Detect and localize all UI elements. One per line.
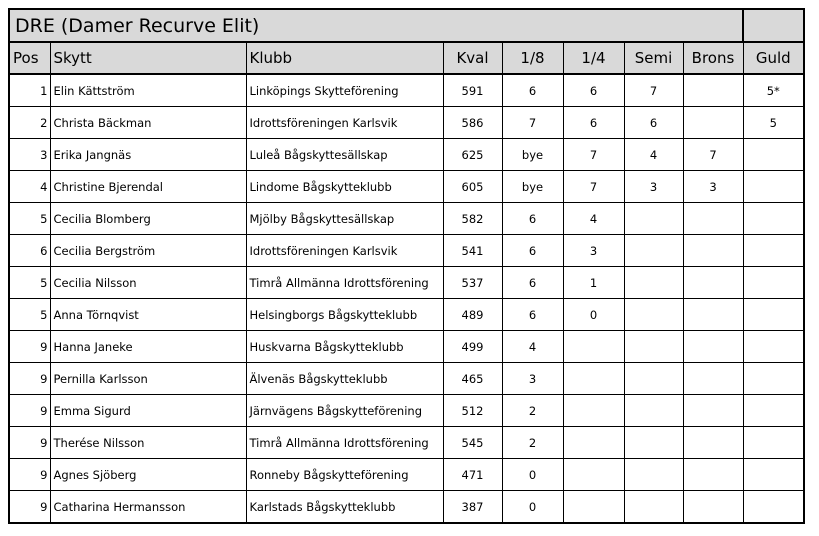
cell-skytt: Cecilia Nilsson bbox=[50, 267, 246, 299]
cell-eighth-final: 0 bbox=[502, 491, 563, 524]
cell-pos: 3 bbox=[9, 139, 50, 171]
cell-brons bbox=[683, 459, 743, 491]
cell-guld bbox=[743, 395, 804, 427]
table-row bbox=[9, 235, 804, 267]
cell-semi: 6 bbox=[624, 107, 683, 139]
cell-quarter-final: 1 bbox=[563, 267, 624, 299]
cell-brons bbox=[683, 491, 743, 524]
cell-skytt: Anna Törnqvist bbox=[50, 299, 246, 331]
cell-eighth-final: 7 bbox=[502, 107, 563, 139]
cell-skytt: Christine Bjerendal bbox=[50, 171, 246, 203]
cell-kval: 591 bbox=[443, 74, 502, 107]
table-row bbox=[9, 107, 804, 139]
table-title: DRE (Damer Recurve Elit) bbox=[9, 9, 743, 42]
header-skytt: Skytt bbox=[50, 42, 246, 74]
cell-quarter-final: 6 bbox=[563, 74, 624, 107]
cell-semi bbox=[624, 331, 683, 363]
cell-skytt: Erika Jangnäs bbox=[50, 139, 246, 171]
cell-kval: 586 bbox=[443, 107, 502, 139]
cell-klubb: Idrottsföreningen Karlsvik bbox=[246, 235, 443, 267]
cell-klubb: Timrå Allmänna Idrottsförening bbox=[246, 267, 443, 299]
cell-brons bbox=[683, 203, 743, 235]
cell-semi bbox=[624, 267, 683, 299]
table-row bbox=[9, 171, 804, 203]
cell-kval: 582 bbox=[443, 203, 502, 235]
cell-eighth-final: 6 bbox=[502, 267, 563, 299]
cell-pos: 4 bbox=[9, 171, 50, 203]
cell-skytt: Cecilia Bergström bbox=[50, 235, 246, 267]
cell-eighth-final: 2 bbox=[502, 427, 563, 459]
cell-klubb: Karlstads Bågskytteklubb bbox=[246, 491, 443, 524]
results-table bbox=[8, 8, 805, 524]
cell-quarter-final bbox=[563, 427, 624, 459]
cell-eighth-final: 4 bbox=[502, 331, 563, 363]
cell-kval: 499 bbox=[443, 331, 502, 363]
title-blank-cell bbox=[743, 9, 804, 42]
cell-semi bbox=[624, 363, 683, 395]
cell-klubb: Ronneby Bågskytteförening bbox=[246, 459, 443, 491]
cell-brons: 7 bbox=[683, 139, 743, 171]
cell-brons bbox=[683, 331, 743, 363]
cell-eighth-final: 6 bbox=[502, 235, 563, 267]
cell-klubb: Linköpings Skytteförening bbox=[246, 74, 443, 107]
cell-guld bbox=[743, 171, 804, 203]
cell-klubb: Älvenäs Bågskytteklubb bbox=[246, 363, 443, 395]
cell-brons bbox=[683, 299, 743, 331]
cell-quarter-final: 7 bbox=[563, 139, 624, 171]
header-guld: Guld bbox=[743, 42, 804, 74]
cell-brons bbox=[683, 267, 743, 299]
header-row bbox=[9, 42, 804, 74]
cell-eighth-final: 6 bbox=[502, 203, 563, 235]
header-semi: Semi bbox=[624, 42, 683, 74]
cell-guld bbox=[743, 491, 804, 524]
table-row bbox=[9, 74, 804, 107]
table-row bbox=[9, 459, 804, 491]
table-row bbox=[9, 139, 804, 171]
cell-pos: 5 bbox=[9, 299, 50, 331]
cell-guld: 5* bbox=[743, 74, 804, 107]
cell-quarter-final: 3 bbox=[563, 235, 624, 267]
cell-brons: 3 bbox=[683, 171, 743, 203]
cell-semi: 4 bbox=[624, 139, 683, 171]
cell-brons bbox=[683, 363, 743, 395]
cell-quarter-final bbox=[563, 491, 624, 524]
cell-skytt: Pernilla Karlsson bbox=[50, 363, 246, 395]
cell-pos: 9 bbox=[9, 363, 50, 395]
table-row bbox=[9, 267, 804, 299]
cell-guld: 5 bbox=[743, 107, 804, 139]
cell-quarter-final: 6 bbox=[563, 107, 624, 139]
cell-guld bbox=[743, 331, 804, 363]
cell-brons bbox=[683, 427, 743, 459]
cell-quarter-final bbox=[563, 459, 624, 491]
cell-eighth-final: 2 bbox=[502, 395, 563, 427]
cell-skytt: Cecilia Blomberg bbox=[50, 203, 246, 235]
cell-eighth-final: 3 bbox=[502, 363, 563, 395]
cell-klubb: Järnvägens Bågskytteförening bbox=[246, 395, 443, 427]
cell-brons bbox=[683, 395, 743, 427]
cell-pos: 9 bbox=[9, 491, 50, 524]
cell-pos: 5 bbox=[9, 203, 50, 235]
table-row bbox=[9, 299, 804, 331]
cell-klubb: Timrå Allmänna Idrottsförening bbox=[246, 427, 443, 459]
cell-eighth-final: 6 bbox=[502, 74, 563, 107]
cell-skytt: Elin Kättström bbox=[50, 74, 246, 107]
cell-skytt: Hanna Janeke bbox=[50, 331, 246, 363]
cell-semi bbox=[624, 299, 683, 331]
cell-kval: 541 bbox=[443, 235, 502, 267]
cell-kval: 605 bbox=[443, 171, 502, 203]
cell-skytt: Christa Bäckman bbox=[50, 107, 246, 139]
cell-kval: 465 bbox=[443, 363, 502, 395]
cell-pos: 6 bbox=[9, 235, 50, 267]
cell-kval: 471 bbox=[443, 459, 502, 491]
header-eighth-final: 1/8 bbox=[502, 42, 563, 74]
cell-klubb: Luleå Bågskyttesällskap bbox=[246, 139, 443, 171]
cell-guld bbox=[743, 459, 804, 491]
table-row bbox=[9, 491, 804, 524]
cell-pos: 9 bbox=[9, 459, 50, 491]
cell-guld bbox=[743, 267, 804, 299]
cell-brons bbox=[683, 107, 743, 139]
cell-semi bbox=[624, 491, 683, 524]
cell-klubb: Helsingborgs Bågskytteklubb bbox=[246, 299, 443, 331]
table-row bbox=[9, 395, 804, 427]
cell-kval: 537 bbox=[443, 267, 502, 299]
cell-skytt: Agnes Sjöberg bbox=[50, 459, 246, 491]
header-pos: Pos bbox=[9, 42, 50, 74]
table-row bbox=[9, 203, 804, 235]
cell-brons bbox=[683, 235, 743, 267]
cell-semi: 7 bbox=[624, 74, 683, 107]
cell-guld bbox=[743, 427, 804, 459]
cell-skytt: Emma Sigurd bbox=[50, 395, 246, 427]
table-row bbox=[9, 363, 804, 395]
header-brons: Brons bbox=[683, 42, 743, 74]
cell-pos: 9 bbox=[9, 427, 50, 459]
cell-eighth-final: bye bbox=[502, 139, 563, 171]
cell-semi bbox=[624, 459, 683, 491]
cell-kval: 387 bbox=[443, 491, 502, 524]
cell-kval: 489 bbox=[443, 299, 502, 331]
cell-quarter-final bbox=[563, 331, 624, 363]
cell-brons bbox=[683, 74, 743, 107]
cell-guld bbox=[743, 139, 804, 171]
cell-semi bbox=[624, 235, 683, 267]
table-row bbox=[9, 427, 804, 459]
cell-semi: 3 bbox=[624, 171, 683, 203]
cell-pos: 5 bbox=[9, 267, 50, 299]
cell-guld bbox=[743, 203, 804, 235]
cell-kval: 545 bbox=[443, 427, 502, 459]
cell-pos: 9 bbox=[9, 395, 50, 427]
cell-guld bbox=[743, 363, 804, 395]
cell-pos: 1 bbox=[9, 74, 50, 107]
table-row bbox=[9, 331, 804, 363]
title-row bbox=[9, 9, 804, 42]
cell-eighth-final: 6 bbox=[502, 299, 563, 331]
cell-kval: 512 bbox=[443, 395, 502, 427]
cell-klubb: Lindome Bågskytteklubb bbox=[246, 171, 443, 203]
cell-quarter-final: 4 bbox=[563, 203, 624, 235]
cell-skytt: Catharina Hermansson bbox=[50, 491, 246, 524]
cell-guld bbox=[743, 235, 804, 267]
cell-semi bbox=[624, 203, 683, 235]
cell-skytt: Therése Nilsson bbox=[50, 427, 246, 459]
cell-eighth-final: 0 bbox=[502, 459, 563, 491]
cell-quarter-final: 0 bbox=[563, 299, 624, 331]
cell-semi bbox=[624, 427, 683, 459]
cell-quarter-final bbox=[563, 395, 624, 427]
cell-quarter-final bbox=[563, 363, 624, 395]
cell-eighth-final: bye bbox=[502, 171, 563, 203]
cell-klubb: Mjölby Bågskyttesällskap bbox=[246, 203, 443, 235]
cell-kval: 625 bbox=[443, 139, 502, 171]
cell-klubb: Idrottsföreningen Karlsvik bbox=[246, 107, 443, 139]
cell-pos: 2 bbox=[9, 107, 50, 139]
header-kval: Kval bbox=[443, 42, 502, 74]
cell-pos: 9 bbox=[9, 331, 50, 363]
cell-quarter-final: 7 bbox=[563, 171, 624, 203]
cell-semi bbox=[624, 395, 683, 427]
header-klubb: Klubb bbox=[246, 42, 443, 74]
header-quarter-final: 1/4 bbox=[563, 42, 624, 74]
cell-klubb: Huskvarna Bågskytteklubb bbox=[246, 331, 443, 363]
cell-guld bbox=[743, 299, 804, 331]
